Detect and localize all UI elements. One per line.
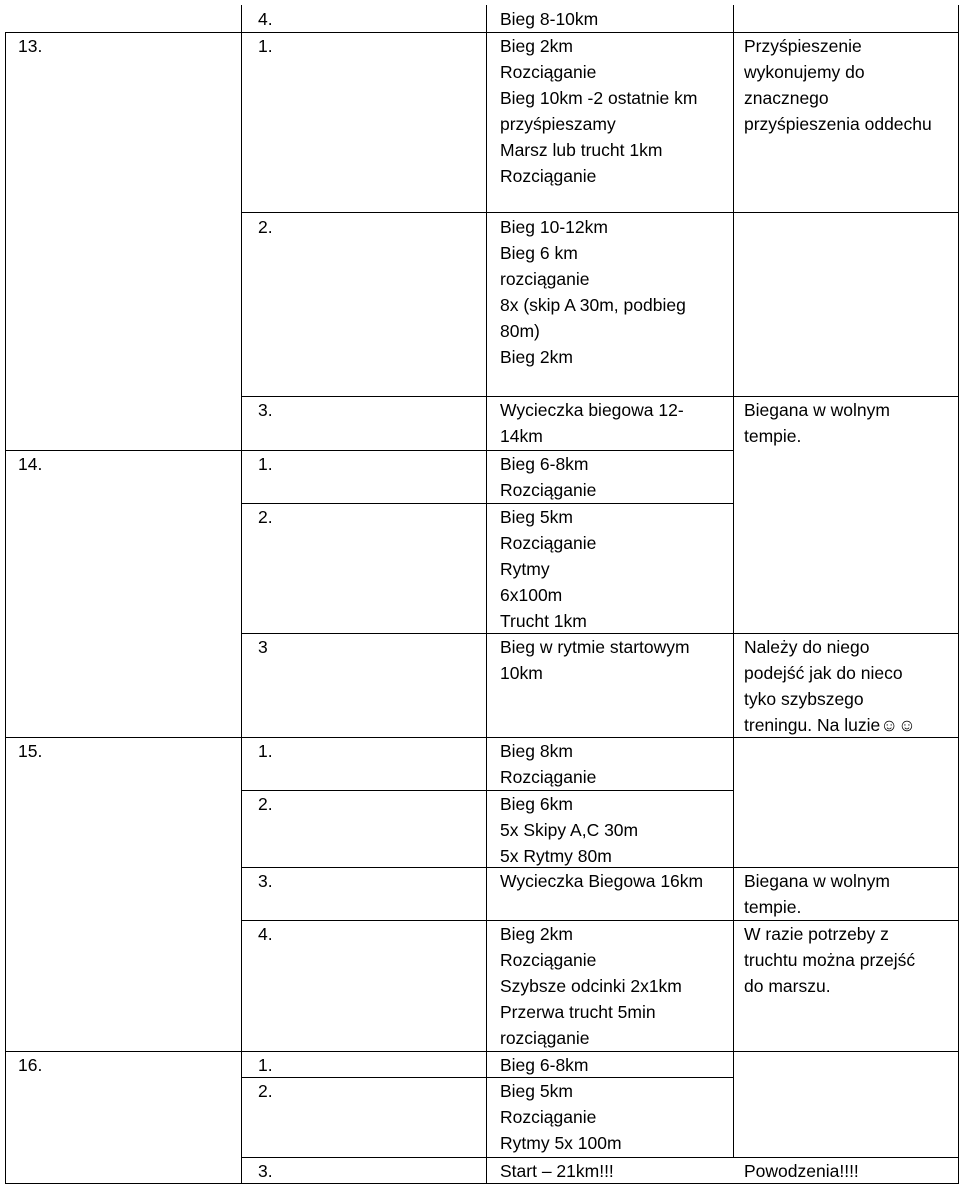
note-line: tyko szybszego xyxy=(744,689,864,709)
training-line: Rozciąganie xyxy=(500,950,597,970)
row-divider xyxy=(5,450,734,451)
training-line: Trucht 1km xyxy=(500,611,587,631)
training-line: rozciąganie xyxy=(500,1028,590,1048)
training-line: 8x (skip A 30m, podbieg xyxy=(500,295,686,315)
training-line: Rozciąganie xyxy=(500,166,597,186)
training-line: Bieg 6-8km xyxy=(500,1055,589,1075)
training-line: Bieg 5km xyxy=(500,507,573,527)
training-line: Start – 21km!!! xyxy=(500,1161,614,1181)
day-number: 3. xyxy=(258,400,273,420)
row-divider xyxy=(241,503,734,504)
note-line: tempie. xyxy=(744,897,802,917)
training-line: przyśpieszamy xyxy=(500,114,616,134)
row-divider xyxy=(5,1051,959,1052)
training-line: Przerwa trucht 5min xyxy=(500,1002,656,1022)
day-number: 2. xyxy=(258,794,273,814)
column-divider xyxy=(486,5,487,1183)
note-line: Biegana w wolnym xyxy=(744,871,890,891)
training-line: Bieg 8-10km xyxy=(500,9,599,29)
day-number: 4. xyxy=(258,924,273,944)
training-line: Rozciąganie xyxy=(500,62,597,82)
week-number: 13. xyxy=(18,36,43,56)
note-line: Przyśpieszenie xyxy=(744,36,862,56)
training-line: Rozciąganie xyxy=(500,533,597,553)
day-number: 3. xyxy=(258,871,273,891)
training-line: Wycieczka biegowa 12- xyxy=(500,400,684,420)
training-line: Bieg w rytmie startowym xyxy=(500,637,690,657)
note-line: tempie. xyxy=(744,426,802,446)
day-number: 2. xyxy=(258,1081,273,1101)
row-divider xyxy=(241,1077,734,1078)
note-line: Należy do niego xyxy=(744,637,870,657)
day-number: 2. xyxy=(258,217,273,237)
column-divider xyxy=(241,5,242,1183)
note-line: W razie potrzeby z xyxy=(744,924,889,944)
training-line: Bieg 2km xyxy=(500,924,573,944)
day-number: 2. xyxy=(258,507,273,527)
training-line: 10km xyxy=(500,663,543,683)
day-number: 1. xyxy=(258,454,273,474)
training-line: Rytmy xyxy=(500,559,550,579)
training-line: Bieg 6-8km xyxy=(500,454,589,474)
training-line: rozciąganie xyxy=(500,269,590,289)
row-divider xyxy=(241,212,959,213)
training-line: Bieg 6km xyxy=(500,794,573,814)
column-divider xyxy=(958,5,959,1183)
note-line: truchtu można przejść xyxy=(744,950,916,970)
note-line: podejść jak do nieco xyxy=(744,663,903,683)
training-line: Bieg 2km xyxy=(500,36,573,56)
note-line: Powodzenia!!!! xyxy=(744,1161,859,1181)
note-line: przyśpieszenia oddechu xyxy=(744,114,932,134)
week-number: 16. xyxy=(18,1055,43,1075)
row-divider xyxy=(241,790,734,791)
training-line: Bieg 5km xyxy=(500,1081,573,1101)
note-line: Biegana w wolnym xyxy=(744,400,890,420)
day-number: 3. xyxy=(258,1161,273,1181)
training-line: 6x100m xyxy=(500,585,563,605)
training-line: Bieg 8km xyxy=(500,741,573,761)
training-line: Wycieczka Biegowa 16km xyxy=(500,871,704,891)
day-number: 1. xyxy=(258,1055,273,1075)
week-number: 15. xyxy=(18,741,43,761)
training-line: Bieg 6 km xyxy=(500,243,578,263)
note-line: znacznego xyxy=(744,88,829,108)
day-number: 4. xyxy=(258,9,273,29)
training-line: Bieg 10km -2 ostatnie km xyxy=(500,88,698,108)
training-line: Szybsze odcinki 2x1km xyxy=(500,976,682,996)
week-number: 14. xyxy=(18,454,43,474)
training-line: 5x Rytmy 80m xyxy=(500,846,612,866)
training-line: Rozciąganie xyxy=(500,767,597,787)
note-line: do marszu. xyxy=(744,976,831,996)
column-divider xyxy=(733,5,734,1157)
training-line: Rozciąganie xyxy=(500,1107,597,1127)
training-line: Bieg 2km xyxy=(500,347,573,367)
day-number: 3 xyxy=(258,637,268,657)
training-line: 80m) xyxy=(500,321,540,341)
column-divider xyxy=(5,32,6,1183)
training-line: 5x Skipy A,C 30m xyxy=(500,820,639,840)
day-number: 1. xyxy=(258,741,273,761)
training-line: Bieg 10-12km xyxy=(500,217,608,237)
day-number: 1. xyxy=(258,36,273,56)
note-line: wykonujemy do xyxy=(744,62,865,82)
training-line: Rytmy 5x 100m xyxy=(500,1133,622,1153)
training-line: 14km xyxy=(500,426,543,446)
training-line: Rozciąganie xyxy=(500,480,597,500)
training-line: Marsz lub trucht 1km xyxy=(500,140,663,160)
note-line: treningu. Na luzie☺☺ xyxy=(744,715,916,735)
